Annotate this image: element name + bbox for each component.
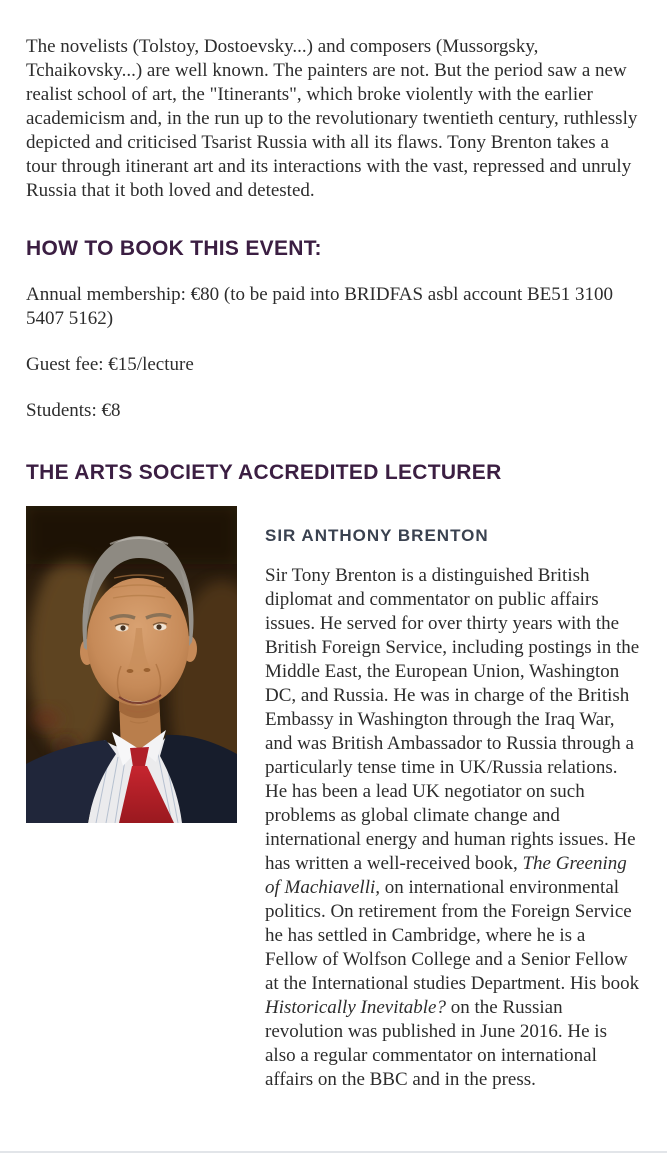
bio-text-3: on the Russian revolution was published in June 2016. He is also a regular commentator on international affairs on the BBC and in the press. bbox=[265, 997, 607, 1090]
bio-text-2: on international environmental politics. On retirement from the Foreign Service he has settled in Cambridge, where he is a Fellow of Wolfson College and a Senior Fellow at the International studies Department. His book bbox=[265, 877, 640, 994]
lecturer-bio-column bbox=[265, 506, 641, 1092]
booking-item-membership: Annual membership: €80 (to be paid into BRIDFAS asbl account BE51 3100 5407 5162) bbox=[26, 284, 613, 329]
lecturer-portrait-illustration bbox=[26, 506, 237, 823]
bio-book-title-historically-inevitable: Historically Inevitable? bbox=[265, 997, 446, 1018]
lecturer-bio bbox=[265, 564, 641, 1092]
lecturer-heading: THE ARTS SOCIETY ACCREDITED LECTURER bbox=[26, 461, 502, 484]
booking-item-students: Students: €8 bbox=[26, 400, 121, 421]
lecturer-name: SIR ANTHONY BRENTON bbox=[265, 526, 489, 545]
booking-heading: HOW TO BOOK THIS EVENT: bbox=[26, 237, 322, 260]
bio-book-title-greening-of-machiavelli: The Greening of Machiavelli, bbox=[265, 853, 627, 898]
booking-item-guest-fee: Guest fee: €15/lecture bbox=[26, 354, 194, 375]
bio-text-1: Sir Tony Brenton is a distinguished British diplomat and commentator on public affairs issues. He served for over thirty years with the British Foreign Service, including postings in the Middle East, the European Union, Washington DC, and Russia. He was in charge of the British Embassy in Washington through the Iraq War, and was British Ambassador to Russia through a particularly tense time in UK/Russia relations. He has been a lead UK negotiator on such problems as global climate change and international energy and human rights issues. He has written a well-received book, bbox=[265, 565, 640, 874]
bottom-divider bbox=[0, 1151, 667, 1153]
lecturer-section bbox=[26, 506, 641, 1092]
lecturer-photo bbox=[26, 506, 237, 823]
intro-paragraph: The novelists (Tolstoy, Dostoevsky...) and composers (Mussorgsky, Tchaikovsky...) are well known. The painters are not. But the period saw a new realist school of art, the "Itinerants", which broke violently with the earlier academicism and, in the run up to the revolutionary twentieth century, ruthlessly depicted and criticised Tsarist Russia with all its flaws. Tony Brenton takes a tour through itinerant art and its interactions with the vast, repressed and unruly Russia that it both loved and detested. bbox=[26, 36, 638, 201]
